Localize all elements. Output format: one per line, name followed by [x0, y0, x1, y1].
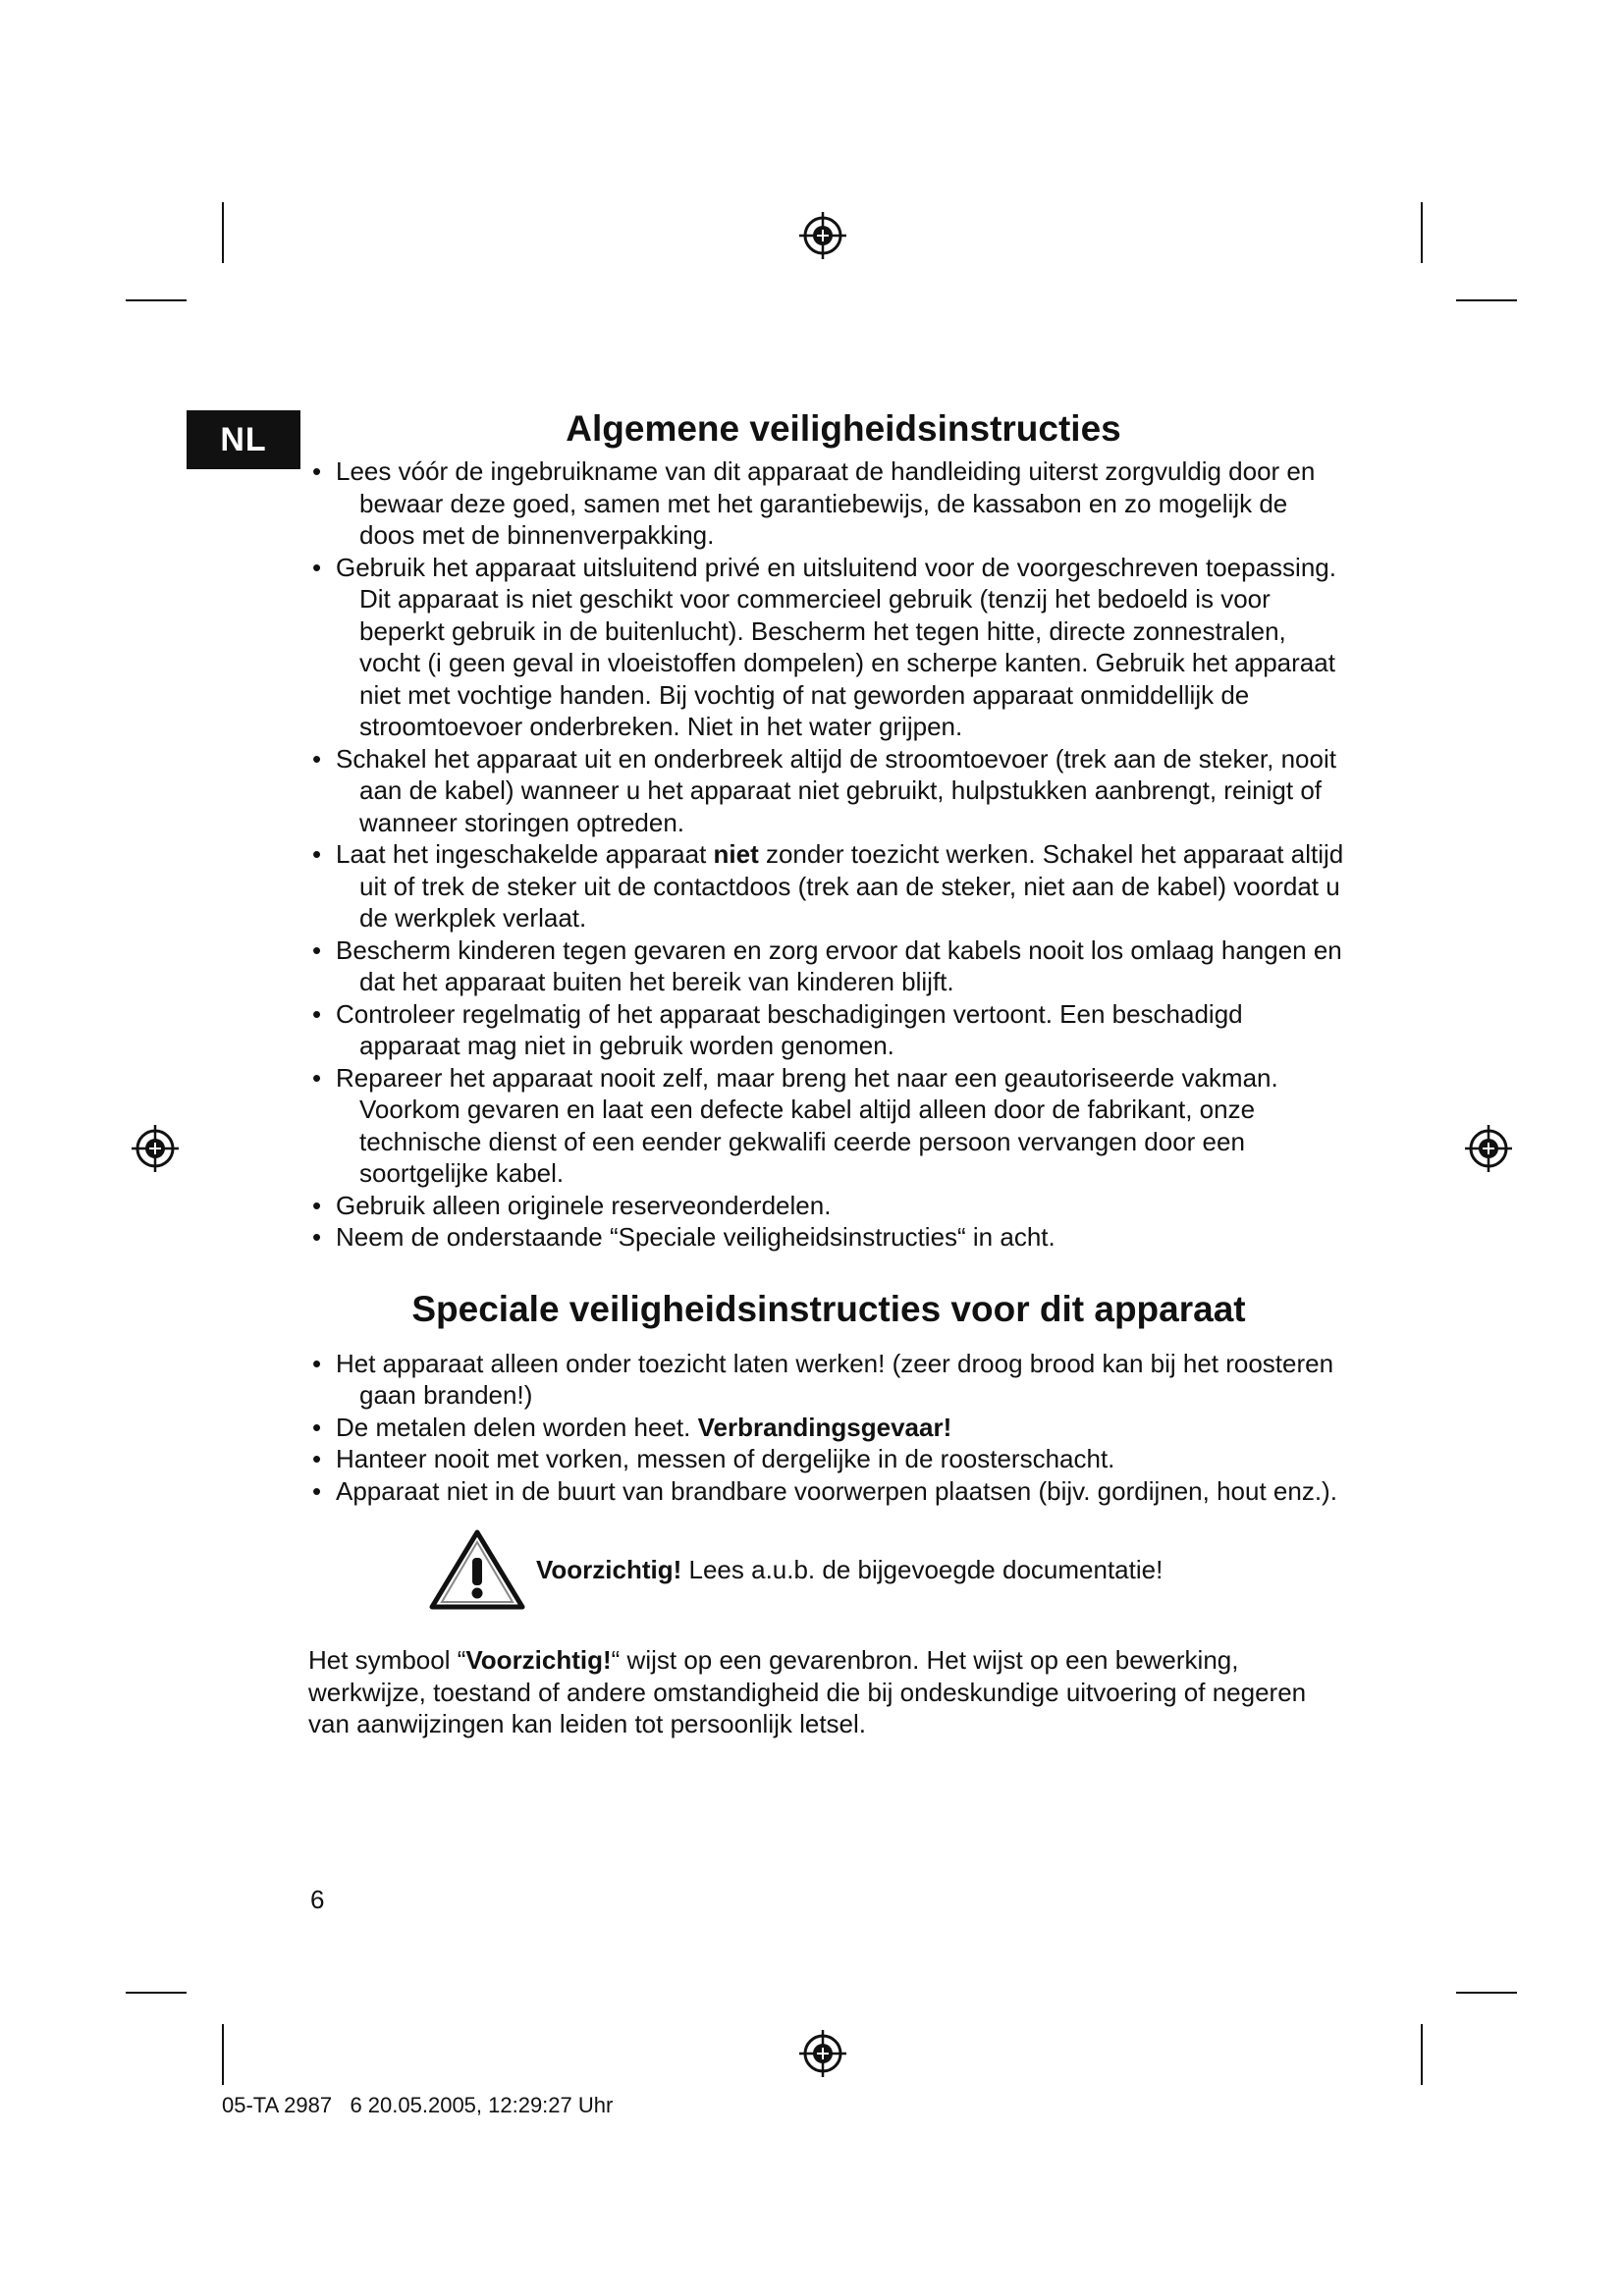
list-item: • Neem de onderstaande “Speciale veiligheidsinstructies“ in acht.	[308, 1221, 1349, 1254]
page-number: 6	[310, 1885, 325, 1914]
registration-mark-right-icon	[1463, 1123, 1514, 1174]
list-item: • Bescherm kinderen tegen gevaren en zorg ervoor dat kabels nooit los omlaag hangen en dat het apparaat buiten het bereik van kinderen blijft.	[308, 934, 1349, 998]
crop-mark-bottom-left-vertical	[222, 2024, 224, 2085]
crop-mark-bottom-right-horizontal	[1456, 1992, 1517, 1994]
crop-mark-top-right-horizontal	[1456, 299, 1517, 301]
list-item: • Controleer regelmatig of het apparaat beschadigingen vertoont. Een beschadigd apparaat mag niet in gebruik worden genomen.	[308, 998, 1349, 1062]
list-item: • Lees vóór de ingebruikname van dit apparaat de handleiding uiterst zorgvuldig door en bewaar deze goed, samen met het garantiebewijs, de kassabon en zo mogelijk de doos met de binnenverpakking.	[308, 455, 1349, 552]
registration-mark-left-icon	[130, 1123, 181, 1174]
list-item: • De metalen delen worden heet. Verbrandingsgevaar!	[308, 1412, 1349, 1444]
crop-mark-bottom-right-vertical	[1421, 2024, 1423, 2085]
language-badge: NL	[187, 410, 300, 469]
list-item: • Repareer het apparaat nooit zelf, maar breng het naar een geautoriseerde vakman. Voorkom gevaren en laat een defecte kabel altijd alleen door de fabrikant, onze technische dienst of een eender gekwalifi ceerde persoon vervangen door een soortgelijke kabel.	[308, 1062, 1349, 1190]
page-content	[308, 402, 1349, 1740]
warning-triangle-icon	[426, 1526, 528, 1613]
print-footer: 05-TA 2987 6 20.05.2005, 12:29:27 Uhr	[222, 2093, 614, 2117]
registration-mark-bottom-icon	[797, 2028, 848, 2079]
list-item: • Het apparaat alleen onder toezicht laten werken! (zeer droog brood kan bij het roosteren gaan branden!)	[308, 1348, 1349, 1412]
crop-mark-top-left-horizontal	[126, 299, 187, 301]
crop-mark-top-right-vertical	[1421, 202, 1423, 263]
list-item: • Laat het ingeschakelde apparaat niet zonder toezicht werken. Schakel het apparaat altijd uit of trek de steker uit de contactdoos (trek aan de steker, niet aan de kabel) voordat u de werkplek verlaat.	[308, 838, 1349, 934]
crop-mark-bottom-left-horizontal	[126, 1992, 187, 1994]
list-item: • Schakel het apparaat uit en onderbreek altijd de stroomtoevoer (trek aan de steker, nooit aan de kabel) wanneer u het apparaat niet gebruikt, hulpstukken aanbrengt, reinigt of wanneer storingen optreden.	[308, 743, 1349, 839]
crop-mark-top-left-vertical	[222, 202, 224, 263]
list-item: • Hanteer nooit met vorken, messen of dergelijke in de roosterschacht.	[308, 1443, 1349, 1475]
general-safety-list	[308, 455, 1349, 1254]
special-safety-list	[308, 1348, 1349, 1508]
list-item: • Apparaat niet in de buurt van brandbare voorwerpen plaatsen (bijv. gordijnen, hout enz.).	[308, 1475, 1349, 1508]
registration-mark-top-icon	[797, 210, 848, 261]
section-title-special-safety: Speciale veiligheidsinstructies voor dit apparaat	[411, 1288, 1246, 1329]
caution-note	[426, 1526, 1349, 1613]
caution-text: Voorzichtig! Lees a.u.b. de bijgevoegde documentatie!	[536, 1554, 1164, 1584]
caution-explanation: Het symbool “Voorzichtig!“ wijst op een gevarenbron. Het wijst op een bewerking, werkwijze, toestand of andere omstandigheid die bij ondeskundige uitvoering of negeren van aanwijzingen kan leiden tot persoonlijk letsel.	[308, 1645, 1307, 1738]
list-item: • Gebruik alleen originele reserveonderdelen.	[308, 1190, 1349, 1222]
section-title-general-safety: Algemene veiligheidsinstructies	[566, 408, 1121, 449]
list-item: • Gebruik het apparaat uitsluitend privé en uitsluitend voor de voorgeschreven toepassing. Dit apparaat is niet geschikt voor commercieel gebruik (tenzij het bedoeld is voor beperkt gebruik in de buitenlucht). Bescherm het tegen hitte, directe zonnestralen, vocht (i geen geval in vloeistoffen dompelen) en scherpe kanten. Gebruik het apparaat niet met vochtige handen. Bij vochtig of nat geworden apparaat onmiddellijk de stroomtoevoer onderbreken. Niet in het water grijpen.	[308, 552, 1349, 743]
